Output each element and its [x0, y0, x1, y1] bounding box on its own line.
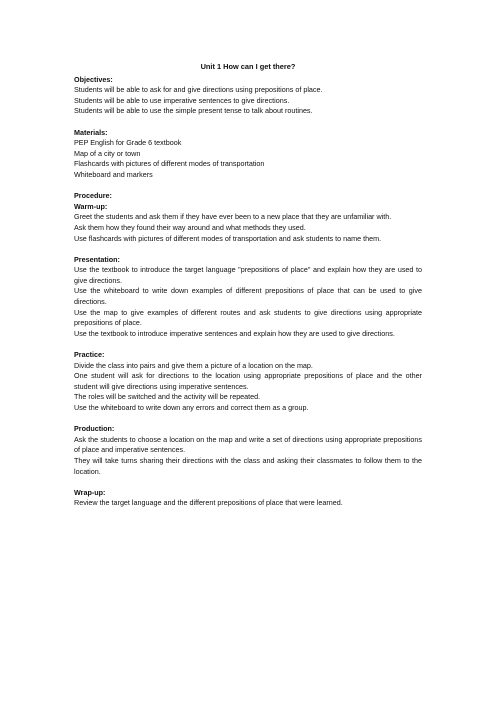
production-item: They will take turns sharing their directions with the class and asking their classmates to follow them to the location. [74, 455, 422, 476]
section-gap [74, 414, 422, 425]
section-gap [74, 477, 422, 488]
wrapup-heading: Wrap-up: [74, 487, 106, 497]
warmup-heading: Warm-up: [74, 201, 108, 211]
materials-item: Map of a city or town [74, 148, 141, 158]
materials-item: PEP English for Grade 6 textbook [74, 138, 182, 148]
section-gap [74, 181, 422, 192]
materials-item: Whiteboard and markers [74, 169, 153, 179]
objectives-heading: Objectives: [74, 74, 113, 84]
presentation-item: Use the whiteboard to write down examples of different prepositions of place that can be used to give directions. [74, 286, 422, 307]
presentation-item: Use the textbook to introduce the target language "prepositions of place" and explain how they are used to give directions. [74, 265, 422, 285]
section-gap [74, 117, 422, 128]
practice-item: Use the whiteboard to write down any errors and correct them as a group. [74, 403, 309, 412]
warmup-item: Ask them how they found their way around and what methods they used. [74, 222, 306, 232]
objectives-item: Students will be able to use imperative sentences to give directions. [74, 95, 290, 105]
presentation-heading: Presentation: [74, 254, 120, 264]
objectives-item: Students will be able to ask for and give directions using prepositions of place. [74, 85, 323, 95]
procedure-heading: Procedure: [74, 191, 112, 201]
production-item: Ask the students to choose a location on the map and write a set of directions using appropriate prepositions of place and imperative sentences. [74, 434, 422, 455]
practice-item: The roles will be switched and the activity will be repeated. [74, 392, 261, 402]
section-gap [74, 339, 422, 350]
wrapup-item: Review the target language and the different prepositions of place that were learned. [74, 498, 343, 508]
document-body [74, 62, 422, 509]
production-heading: Production: [74, 424, 115, 434]
section-gap [74, 244, 422, 255]
warmup-item: Greet the students and ask them if they have ever been to a new place that they are unfamiliar with. [74, 212, 392, 222]
objectives-item: Students will be able to use the simple present tense to talk about routines. [74, 106, 313, 116]
materials-heading: Materials: [74, 127, 108, 137]
practice-heading: Practice: [74, 350, 105, 360]
document-title: Unit 1 How can I get there? [200, 62, 296, 71]
practice-item: Divide the class into pairs and give them a picture of a location on the map. [74, 360, 313, 370]
materials-item: Flashcards with pictures of different modes of transportation [74, 159, 265, 169]
warmup-item: Use flashcards with pictures of different modes of transportation and ask students to name them. [74, 233, 382, 243]
presentation-item: Use the map to give examples of different routes and ask students to give directions using appropriate prepositions of place. [74, 307, 422, 328]
practice-item: One student will ask for directions to the location using appropriate prepositions of place and the other student will give directions using imperative sentences. [74, 371, 422, 391]
presentation-item: Use the textbook to introduce imperative sentences and explain how they are used to give directions. [74, 328, 395, 338]
